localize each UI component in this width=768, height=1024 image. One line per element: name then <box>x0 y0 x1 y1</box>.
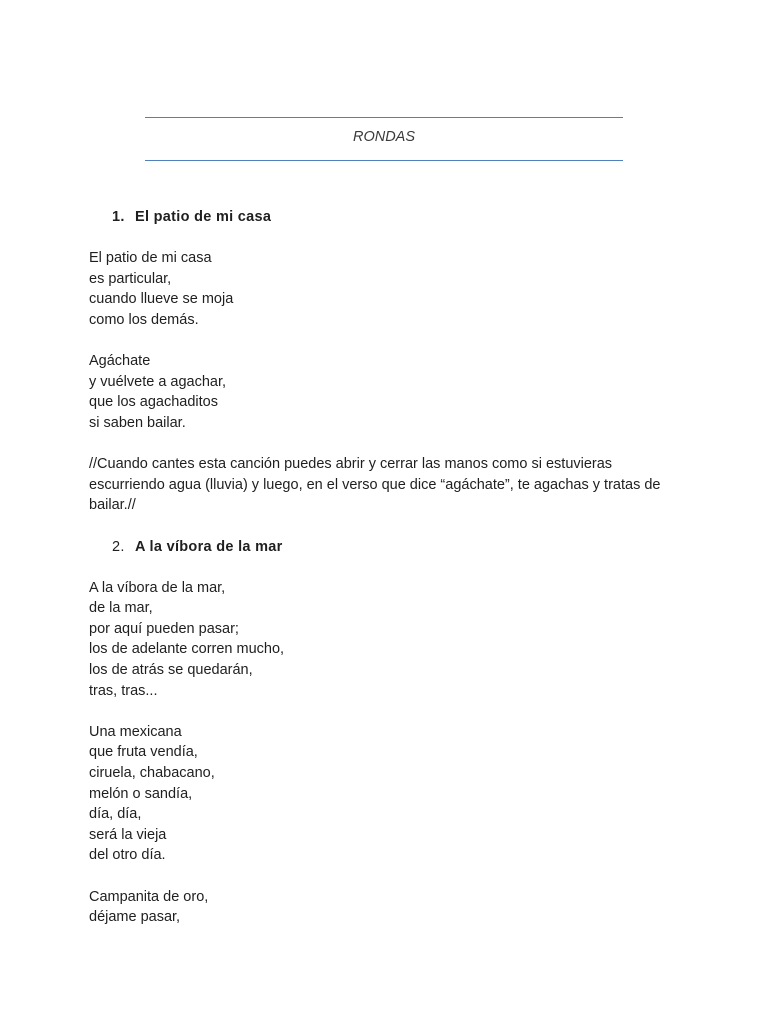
stanza <box>89 722 689 866</box>
section-title: El patio de mi casa <box>135 209 272 225</box>
verse-line: déjame pasar, <box>89 909 181 926</box>
section-title: A la víbora de la mar <box>135 538 283 555</box>
verse-line: melón o sandía, <box>89 785 193 802</box>
verse-line: Agáchate <box>89 353 151 370</box>
verse-line: los de adelante corren mucho, <box>89 641 285 658</box>
verse-line: si saben bailar. <box>89 414 186 431</box>
stanza <box>89 887 689 928</box>
title-top-rule <box>145 117 623 118</box>
verse-line: por aquí pueden pasar; <box>89 620 239 637</box>
document-title: RONDAS <box>352 129 416 145</box>
title-bottom-rule <box>145 160 623 161</box>
verse-line: será la vieja <box>89 826 167 843</box>
section-heading <box>89 207 689 228</box>
verse-line: tras, tras... <box>89 682 158 699</box>
verse-line: que fruta vendía, <box>89 744 198 761</box>
verse-line: que los agachaditos <box>89 394 218 411</box>
document-body <box>89 207 689 948</box>
verse-line: El patio de mi casa <box>89 250 212 267</box>
section-number: 1. <box>112 209 125 225</box>
verse-line: y vuélvete a agachar, <box>89 373 227 390</box>
verse-line: de la mar, <box>89 600 153 617</box>
verse-line: Campanita de oro, <box>89 888 209 905</box>
verse-line: del otro día. <box>89 847 166 864</box>
verse-line: día, día, <box>89 806 142 823</box>
instruction-note: //Cuando cantes esta canción puedes abrir y cerrar las manos como si estuvieras escurriendo agua (lluvia) y luego, en el verso que dice “agáchate”, te agachas y tratas de bailar.// <box>89 456 661 514</box>
verse-line: como los demás. <box>89 311 199 328</box>
verse-line: cuando llueve se moja <box>89 291 234 308</box>
verse-line: es particular, <box>89 270 172 287</box>
stanza <box>89 578 689 702</box>
stanza <box>89 248 689 330</box>
section-heading <box>89 537 689 558</box>
verse-line: ciruela, chabacano, <box>89 765 215 782</box>
verse-line: Una mexicana <box>89 723 182 740</box>
stanza <box>89 351 689 433</box>
verse-line: los de atrás se quedarán, <box>89 662 253 679</box>
section-number: 2. <box>112 538 125 555</box>
verse-line: A la víbora de la mar, <box>89 579 226 596</box>
